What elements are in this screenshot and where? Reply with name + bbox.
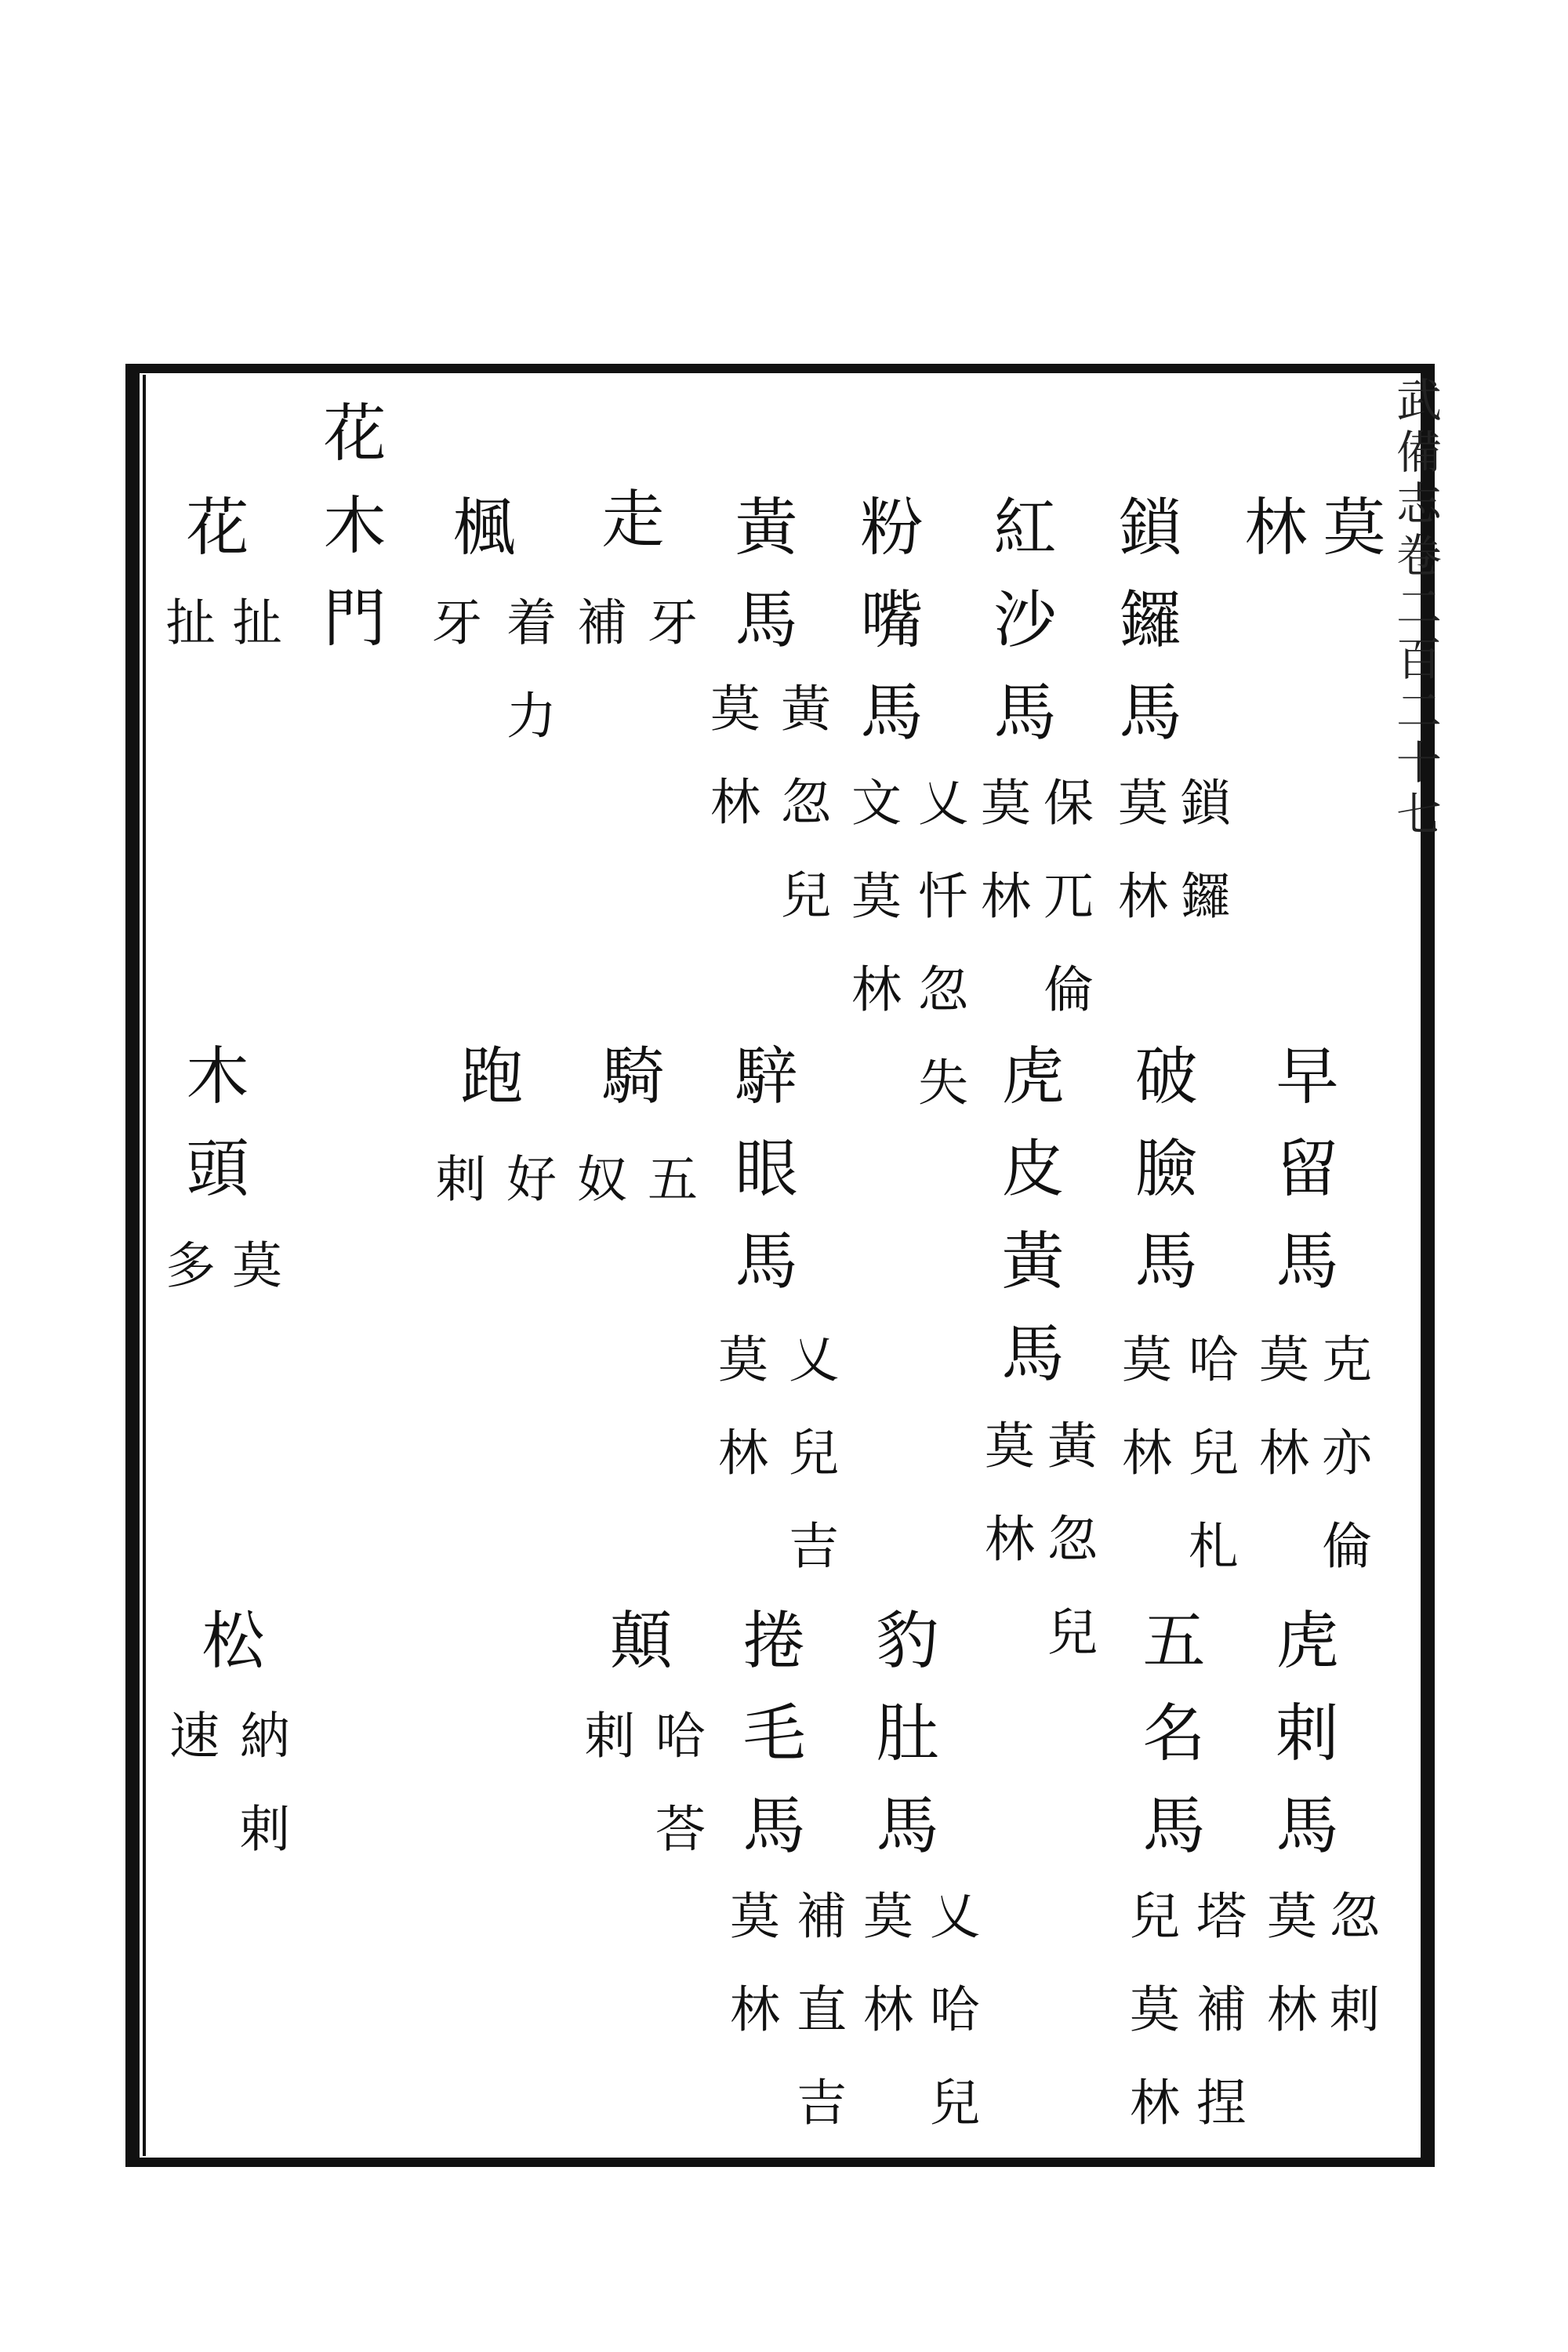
col-16-main: 跑: [450, 1043, 523, 1135]
col-5-main: 粉嘴馬: [850, 494, 923, 771]
col-11-note-left: 莫林: [1250, 1333, 1308, 1519]
col-19-note-right: 塔補捏: [1188, 1889, 1246, 2169]
col-18-main: 虎剌馬: [1265, 1607, 1338, 1885]
col-15-note-b: 奴: [568, 1152, 626, 1246]
col-20-note-left: 莫林: [855, 1889, 913, 2076]
col-2-main: 林: [1234, 494, 1307, 586]
col-23-main: 松: [191, 1607, 264, 1700]
col-8-note: 牙: [423, 596, 481, 689]
col-6-note-right: 黃忽兒: [772, 682, 830, 962]
col-12-note-right: 哈兒札: [1180, 1333, 1238, 1613]
col-12-main: 破臉馬: [1124, 1043, 1197, 1320]
col-3-note-left: 莫林: [1109, 776, 1167, 963]
col-14-note-left: 莫林: [710, 1333, 768, 1519]
col-21-main: 捲毛馬: [732, 1607, 805, 1885]
col-4-main: 紅沙馬: [983, 494, 1056, 771]
col-16-note-a: 好: [498, 1152, 556, 1246]
margin-fragment-stroke: [1415, 1648, 1433, 1739]
col-22-main: 顛: [599, 1607, 672, 1700]
col-19-main: 五名馬: [1132, 1607, 1205, 1885]
col-14-note-right: 乂兒吉: [780, 1333, 838, 1613]
col-10-main: 花: [176, 494, 249, 586]
col-3-note-right: 鎖鑼: [1172, 776, 1230, 963]
col-13-main: 虎皮黃馬: [991, 1043, 1064, 1413]
col-10-note-a: 扯: [223, 596, 281, 689]
col-8-main: 楓: [442, 494, 515, 586]
col-12-note-left: 莫林: [1113, 1333, 1171, 1519]
col-23-note-b: 速: [161, 1709, 219, 1802]
col-16-note-b: 剌: [427, 1152, 485, 1246]
col-19-note-left: 兒莫林: [1121, 1889, 1179, 2169]
col-15-main: 騎: [591, 1043, 664, 1135]
col-14-main: 騂眼馬: [724, 1043, 797, 1320]
col-5-note-right: 乂忏忽失: [909, 776, 967, 1149]
col-6-note-left: 莫林: [702, 682, 760, 869]
col-18-note-right: 忽剌: [1321, 1889, 1379, 2076]
col-17-note-a: 莫: [223, 1239, 281, 1332]
col-15-note-a: 五: [639, 1152, 697, 1246]
col-9-main: 花木門: [313, 400, 386, 677]
col-20-main: 豹肚馬: [866, 1607, 938, 1885]
col-22-note-a: 哈荅: [647, 1709, 705, 1896]
col-7-main: 走: [591, 486, 664, 579]
col-4-note-left: 莫林: [972, 776, 1030, 963]
col-10-note-b: 扯: [157, 596, 215, 689]
col-17-note-b: 多: [157, 1239, 215, 1332]
col-13-note-right: 黃忽兒: [1039, 1419, 1097, 1699]
col-5-note-left: 文莫林: [843, 776, 901, 1056]
col-21-note-left: 莫林: [721, 1889, 779, 2076]
col-20-note-right: 乂哈兒: [921, 1889, 979, 2169]
col-11-main: 早留馬: [1265, 1043, 1338, 1320]
col-7-note-c: 着力: [498, 596, 556, 782]
col-7-note-b: 補: [568, 596, 626, 689]
col-23-note-a: 納剌: [231, 1709, 289, 1896]
col-17-main: 木頭: [176, 1043, 249, 1228]
col-22-note-b: 剌: [576, 1709, 634, 1802]
col-13-note-left: 莫林: [976, 1419, 1034, 1606]
col-1-main: 莫: [1312, 494, 1385, 586]
margin-title: 武備志卷二百二十七: [1388, 376, 1442, 842]
col-18-note-left: 莫林: [1258, 1889, 1316, 2076]
col-7-note-a: 牙: [639, 596, 697, 689]
col-3-main: 鎖鑼馬: [1109, 494, 1181, 771]
col-21-note-right: 補直吉: [788, 1889, 846, 2169]
col-4-note-right: 保兀倫: [1035, 776, 1093, 1056]
col-6-main: 黃馬: [724, 494, 797, 679]
col-11-note-right: 克亦倫: [1313, 1333, 1371, 1613]
